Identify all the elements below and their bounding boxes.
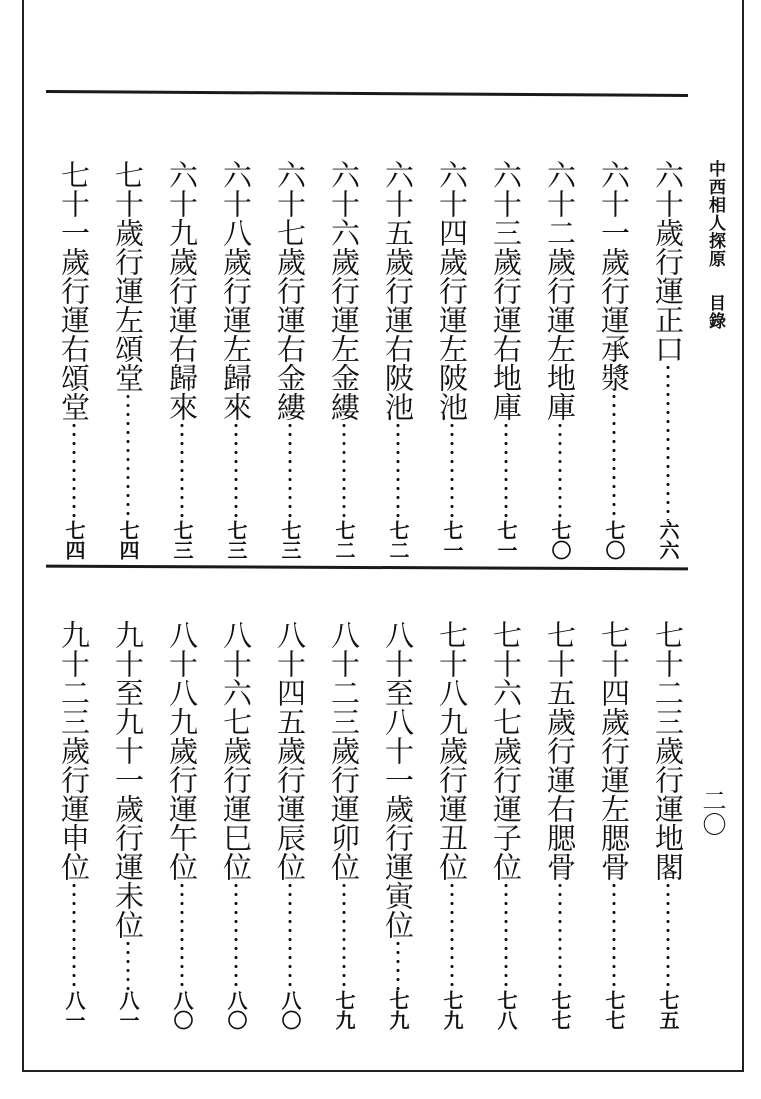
entry-page: 七二 [332, 520, 356, 560]
entry-page: 七九 [440, 990, 464, 1030]
entry-title: 七十四歲行運左腮骨 [597, 620, 631, 881]
toc-entry [327, 160, 361, 560]
toc-entry [435, 160, 469, 560]
entry-page: 七三 [278, 520, 302, 560]
dot-leader [435, 421, 469, 520]
dot-leader [327, 421, 361, 520]
entry-title: 八十八九歲行運午位 [165, 620, 199, 881]
entry-page: 八〇 [170, 990, 194, 1030]
toc-entry [111, 160, 145, 560]
entry-title: 八十六七歲行運巳位 [219, 620, 253, 881]
dot-leader [57, 421, 91, 520]
toc-entry [489, 620, 523, 1030]
toc-entry [57, 620, 91, 1030]
dot-leader [651, 363, 685, 520]
entry-title: 九十二三歲行運申位 [57, 620, 91, 881]
dot-leader [651, 881, 685, 990]
entry-title: 八十至八十一歲行運寅位 [381, 620, 415, 939]
toc-entry [219, 620, 253, 1030]
dot-leader [381, 939, 415, 990]
entry-title: 七十歲行運左頌堂 [111, 160, 145, 392]
page-number: 二〇 [698, 788, 726, 836]
entry-page: 七八 [494, 990, 518, 1030]
entry-page: 七四 [116, 520, 140, 560]
toc-entry [381, 160, 415, 560]
dot-leader [327, 881, 361, 990]
entry-page: 八一 [62, 990, 86, 1030]
toc-entry [219, 160, 253, 560]
toc-entry [57, 160, 91, 560]
entry-title: 六十九歲行運右歸來 [165, 160, 199, 421]
entry-title: 六十七歲行運右金縷 [273, 160, 307, 421]
toc-entry [489, 160, 523, 560]
entry-page: 八〇 [224, 990, 248, 1030]
toc-entry [165, 620, 199, 1030]
toc-entry [651, 160, 685, 560]
dot-leader [273, 421, 307, 520]
toc-entry [327, 620, 361, 1030]
entry-title: 六十一歲行運承漿 [597, 160, 631, 392]
dot-leader [57, 881, 91, 990]
entry-title: 六十二歲行運左地庫 [543, 160, 577, 421]
dot-leader [543, 881, 577, 990]
toc-entry [273, 160, 307, 560]
dot-leader [381, 421, 415, 520]
entry-page: 七九 [386, 990, 410, 1030]
entry-title: 八十二三歲行運卯位 [327, 620, 361, 881]
entry-title: 七十五歲行運右腮骨 [543, 620, 577, 881]
toc-entry [597, 620, 631, 1030]
dot-leader [165, 881, 199, 990]
entry-page: 七〇 [602, 520, 626, 560]
entry-page: 八一 [116, 990, 140, 1030]
running-header [704, 160, 728, 330]
dot-leader [111, 392, 145, 520]
dot-leader [219, 421, 253, 520]
toc-entry [381, 620, 415, 1030]
dot-leader [435, 881, 469, 990]
dot-leader [489, 421, 523, 520]
entry-page: 七三 [170, 520, 194, 560]
entry-title: 六十五歲行運右陂池 [381, 160, 415, 421]
entry-title: 九十至九十一歲行運未位 [111, 620, 145, 939]
toc-entry [273, 620, 307, 1030]
dot-leader [597, 881, 631, 990]
entry-title: 六十八歲行運左歸來 [219, 160, 253, 421]
book-title: 中西相人探原 [705, 160, 725, 268]
dot-leader [219, 881, 253, 990]
entry-page: 七九 [332, 990, 356, 1030]
entry-title: 六十六歲行運左金縷 [327, 160, 361, 421]
toc-entry [597, 160, 631, 560]
entry-page: 七七 [602, 990, 626, 1030]
toc-entry [165, 160, 199, 560]
entry-title: 七十二三歲行運地閣 [651, 620, 685, 881]
entry-page: 七三 [224, 520, 248, 560]
dot-leader [597, 392, 631, 520]
entry-title: 七十八九歲行運丑位 [435, 620, 469, 881]
entry-page: 七二 [386, 520, 410, 560]
section-label: 目錄 [705, 294, 725, 330]
entry-title: 七十六七歲行運子位 [489, 620, 523, 881]
dot-leader [543, 421, 577, 520]
dot-leader [273, 881, 307, 990]
entry-page: 七五 [656, 990, 680, 1030]
entry-title: 六十歲行運正口 [651, 160, 685, 363]
entry-title: 八十四五歲行運辰位 [273, 620, 307, 881]
entry-title: 六十三歲行運右地庫 [489, 160, 523, 421]
entry-page: 七四 [62, 520, 86, 560]
entry-title: 六十四歲行運左陂池 [435, 160, 469, 421]
toc-entry [435, 620, 469, 1030]
toc-entry [111, 620, 145, 1030]
toc-entry [651, 620, 685, 1030]
toc-entry [543, 620, 577, 1030]
dot-leader [111, 939, 145, 990]
entry-page: 七七 [548, 990, 572, 1030]
dot-leader [165, 421, 199, 520]
entry-page: 七〇 [548, 520, 572, 560]
entry-page: 七一 [494, 520, 518, 560]
dot-leader [489, 881, 523, 990]
toc-entry [543, 160, 577, 560]
entry-title: 七十一歲行運右頌堂 [57, 160, 91, 421]
entry-page: 八〇 [278, 990, 302, 1030]
entry-page: 六六 [656, 520, 680, 560]
entry-page: 七一 [440, 520, 464, 560]
